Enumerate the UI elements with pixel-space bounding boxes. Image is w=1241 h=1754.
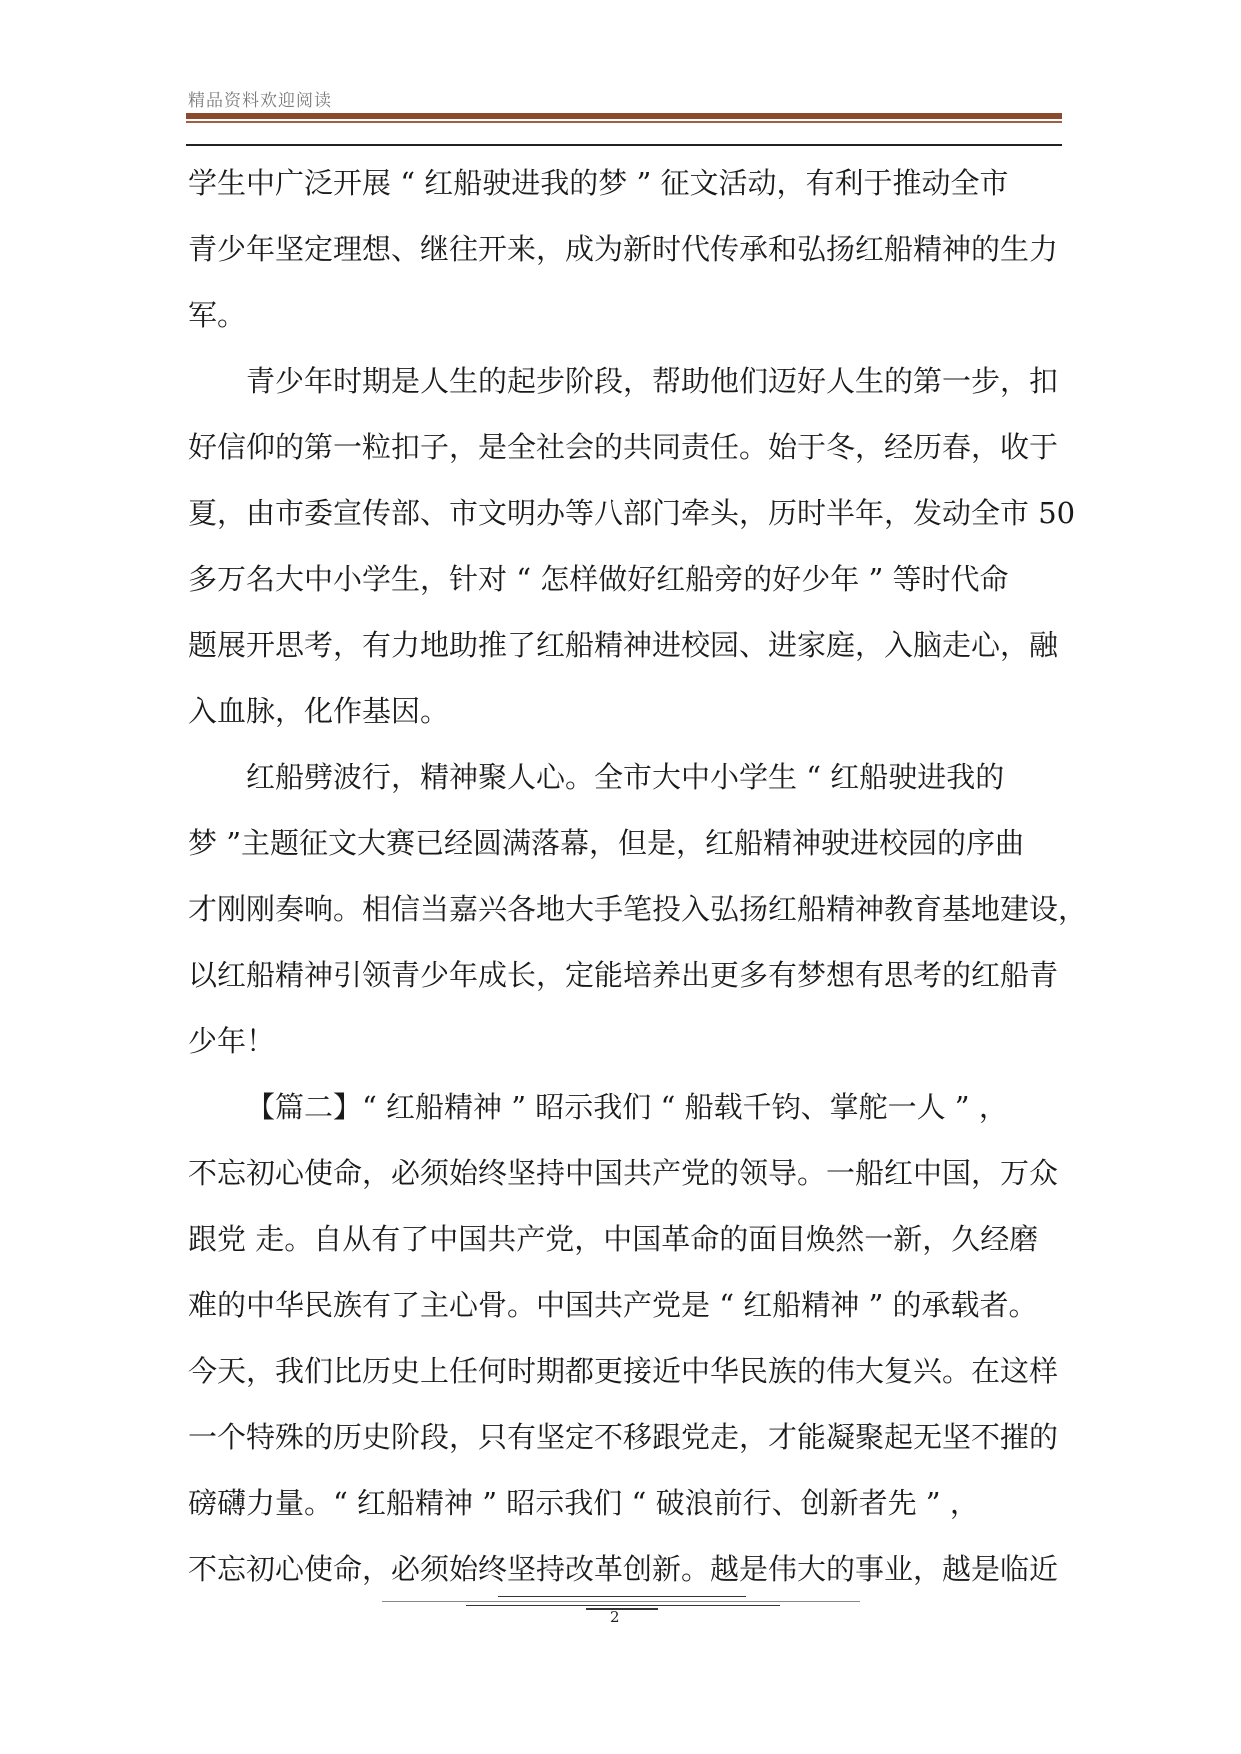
text-line: 青少年时期是人生的起步阶段，帮助他们迈好人生的第一步，扣 [246, 364, 1059, 398]
header-rule-thin [186, 121, 1062, 123]
text-line: 红船劈波行，精神聚人心。全市大中小学生 “ 红船驶进我的 [246, 760, 1005, 794]
text-line: 好信仰的第一粒扣子，是全社会的共同责任。始于冬，经历春，收于 [188, 430, 1059, 464]
text-line: 入血脉，化作基因。 [188, 694, 450, 728]
text-line: 难的中华民族有了主心骨。中国共产党是 “ 红船精神 ” 的承载者。 [188, 1288, 1038, 1322]
text-line: 军。 [188, 298, 247, 332]
header-title: 精品资料欢迎阅读 [188, 91, 332, 111]
text-line: 不忘初心使命，必须始终坚持改革创新。越是伟大的事业，越是临近 [188, 1552, 1059, 1586]
text-line: 多万名大中小学生，针对 “ 怎样做好红船旁的好少年 ” 等时代命 [188, 562, 1009, 596]
footer-rule [382, 1601, 860, 1602]
footer-rule [498, 1596, 746, 1597]
text-line: 梦 ”主题征文大赛已经圆满落幕，但是，红船精神驶进校园的序曲 [188, 826, 1025, 860]
text-line: 一个特殊的历史阶段，只有坚定不移跟党走，才能凝聚起无坚不摧的 [188, 1420, 1059, 1454]
header-rule [186, 113, 1062, 119]
text-line: 学生中广泛开展 “ 红船驶进我的梦 ” 征文活动，有利于推动全市 [188, 166, 1009, 200]
text-line: 夏，由市委宣传部、市文明办等八部门牵头，历时半年，发动全市 50 [188, 496, 1076, 530]
footer-rule [466, 1605, 780, 1606]
text-line: 今天，我们比历史上任何时期都更接近中华民族的伟大复兴。在这样 [188, 1354, 1059, 1388]
page-number: 2 [610, 1608, 620, 1626]
text-line: 青少年坚定理想、继往开来，成为新时代传承和弘扬红船精神的生力 [188, 232, 1059, 266]
text-line: 题展开思考，有力地助推了红船精神进校园、进家庭，入脑走心，融 [188, 628, 1059, 662]
text-line: 不忘初心使命，必须始终坚持中国共产党的领导。一船红中国，万众 [188, 1156, 1059, 1190]
text-line: 【篇二】“ 红船精神 ” 昭示我们 “ 船载千钧、掌舵一人 ” ， [246, 1090, 1008, 1124]
text-line: 跟党 走。自从有了中国共产党，中国革命的面目焕然一新，久经磨 [188, 1222, 1039, 1256]
header-divider [186, 144, 1062, 146]
text-line: 少年！ [188, 1024, 276, 1058]
text-line: 以红船精神引领青少年成长，定能培养出更多有梦想有思考的红船青 [188, 958, 1059, 992]
footer-rule [586, 1608, 658, 1610]
text-line: 才刚刚奏响。相信当嘉兴各地大手笔投入弘扬红船精神教育基地建设， [188, 892, 1088, 926]
text-line: 磅礴力量。“ 红船精神 ” 昭示我们 “ 破浪前行、创新者先 ” ， [188, 1486, 979, 1520]
